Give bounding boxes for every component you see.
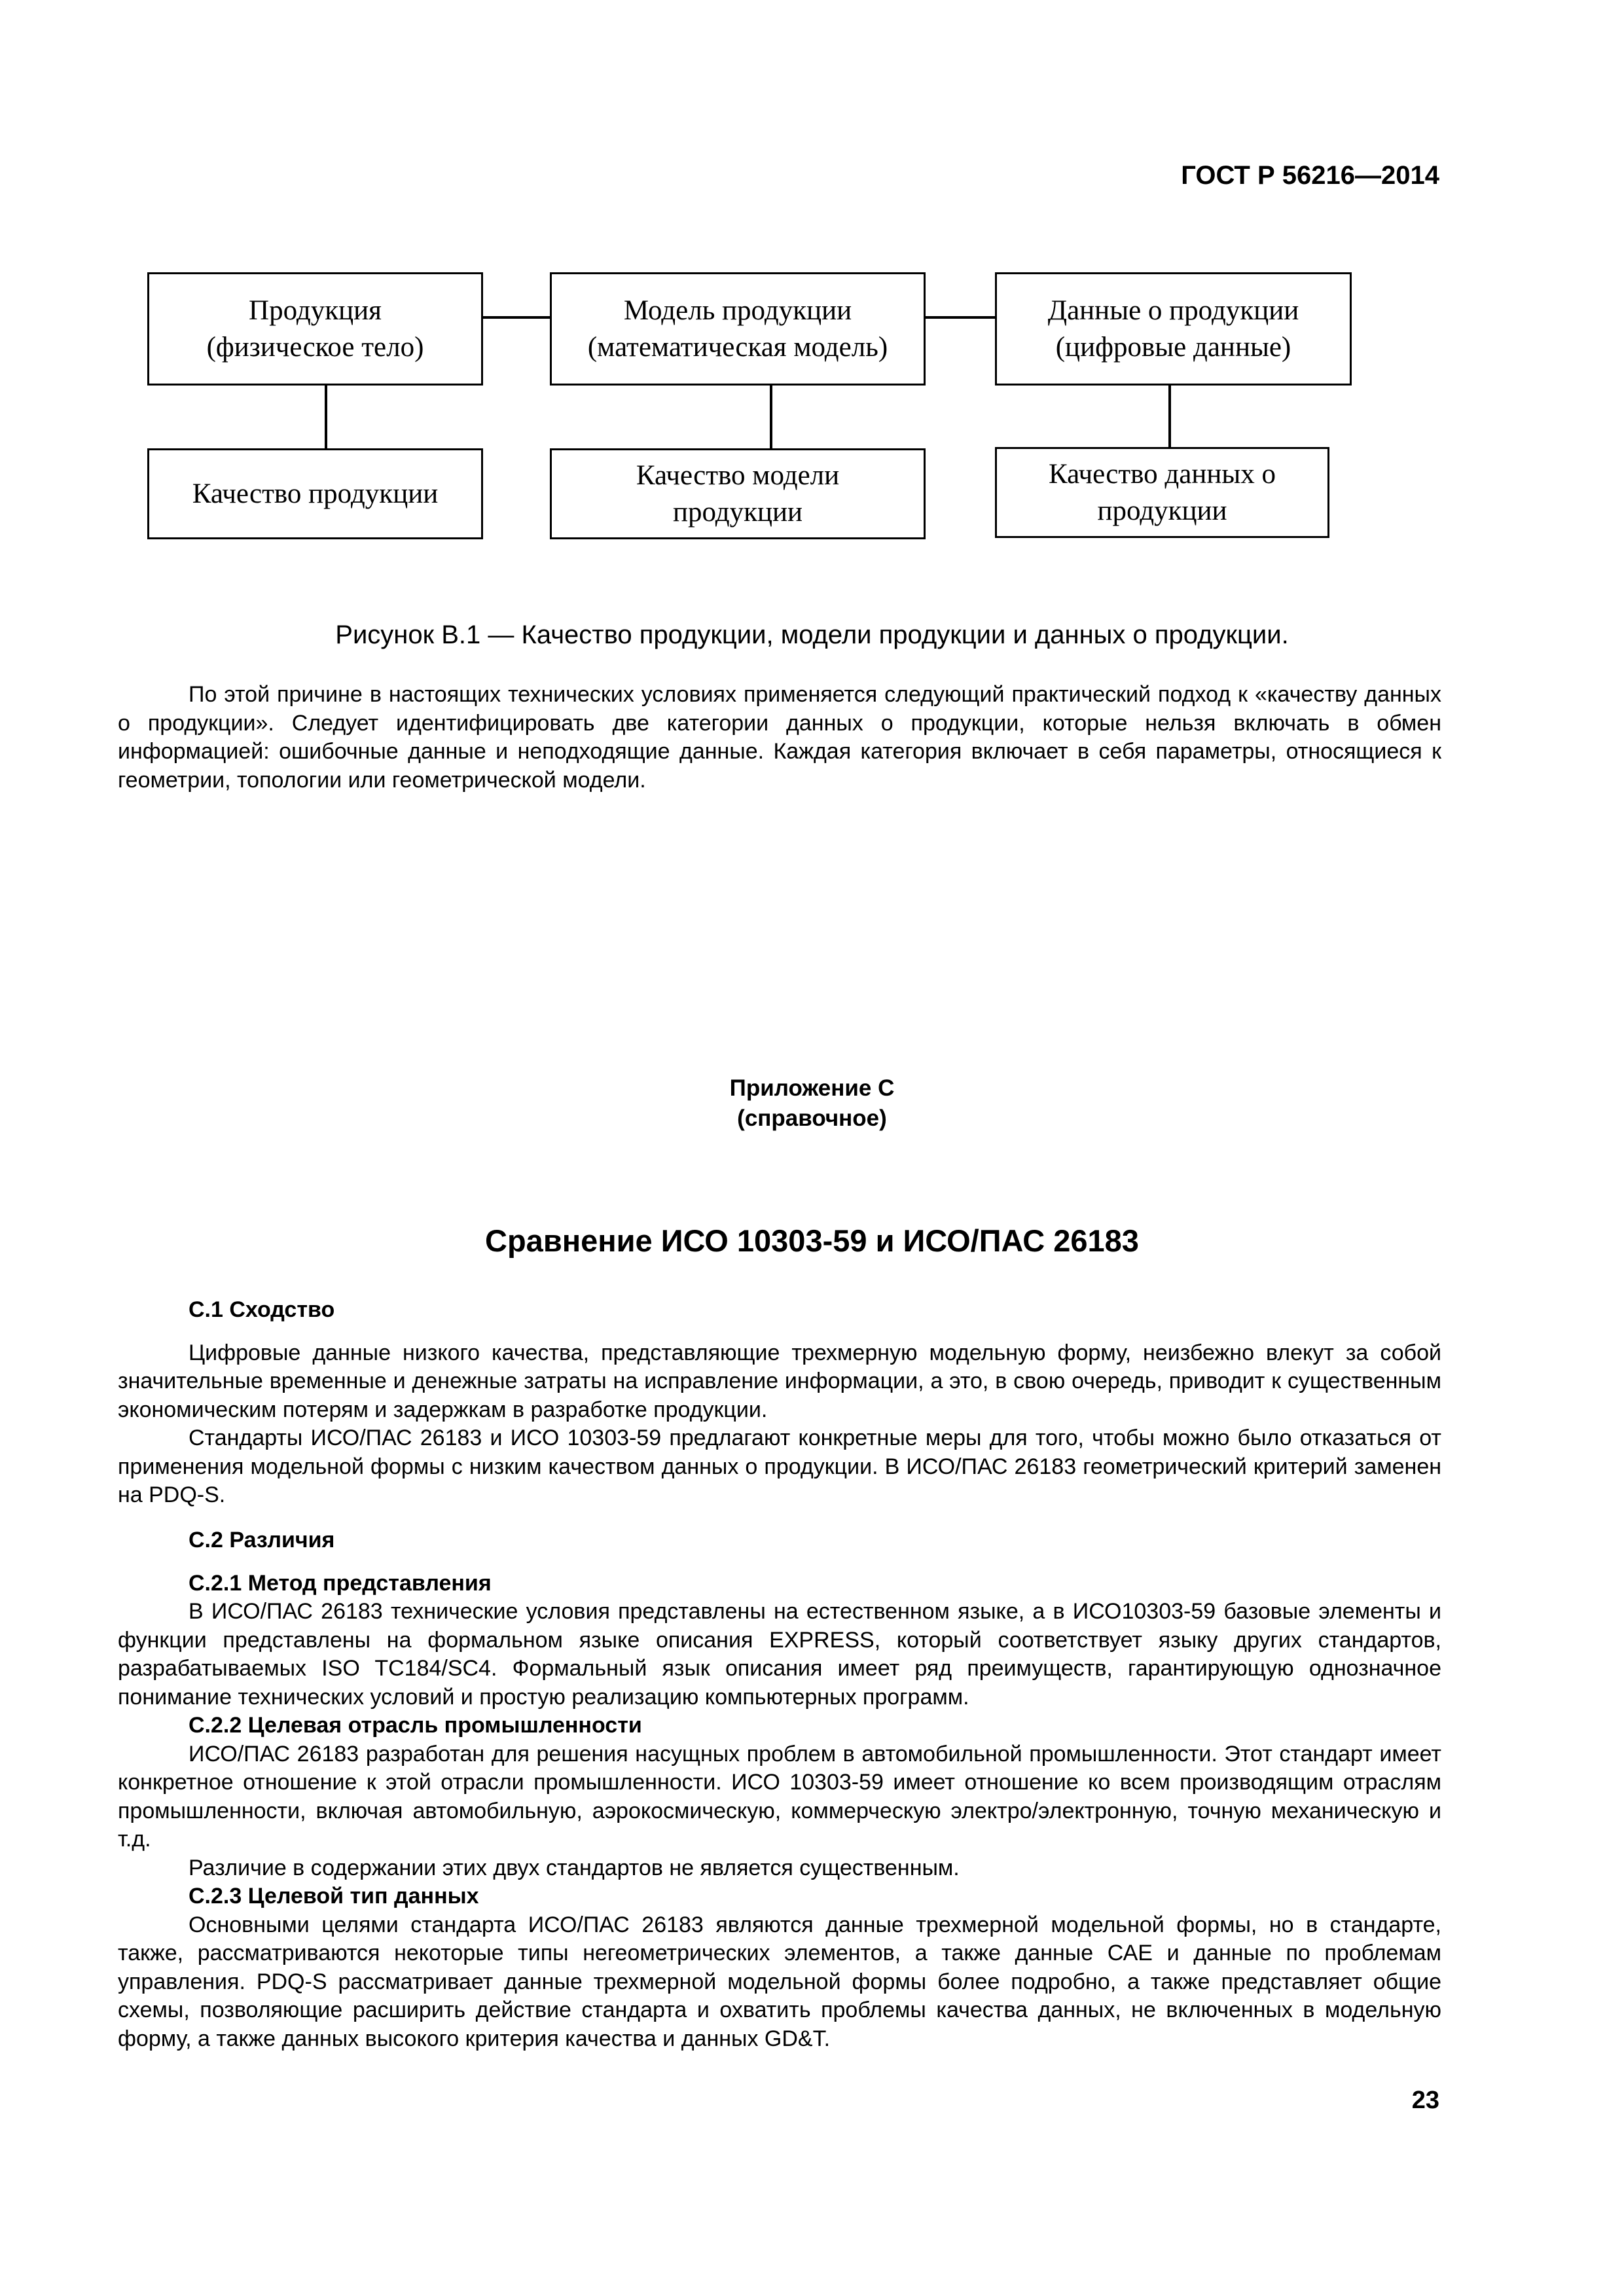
paragraph-c1-2: Стандарты ИСО/ПАС 26183 и ИСО 10303-59 предлагают конкретные меры для того, чтобы можно было отказаться от применения модельной формы с низким качеством данных о продукции. В ИСО/ПАС 26183 геометрический критерий заменен на PDQ-S. — [118, 1426, 1441, 1507]
heading-c1: С.1 Сходство — [189, 1297, 335, 1322]
box-product-quality — [147, 448, 483, 539]
appendix-title: Сравнение ИСО 10303-59 и ИСО/ПАС 26183 — [485, 1223, 1139, 1258]
box-model-quality-line1: Качество модели — [636, 459, 840, 491]
heading-c22: С.2.2 Целевая отрасль промышленности — [189, 1713, 642, 1738]
appendix-heading — [0, 1073, 1624, 1134]
connector-top-left — [483, 316, 550, 319]
intro-block — [118, 681, 1441, 795]
paragraph-c22-2: Различие в содержании этих двух стандартов не является существенным. — [189, 1855, 960, 1880]
box-product-data-line1: Данные о продукции — [1047, 295, 1299, 326]
quality-diagram — [0, 0, 1624, 589]
appendix-label: Приложение С — [729, 1075, 895, 1101]
box-data-quality — [995, 447, 1329, 538]
section-c1 — [118, 1296, 1441, 1510]
intro-paragraph: По этой причине в настоящих технических условиях применяется следующий практический подход к «качеству данных о продукции». Следует идентифицировать две категории данных о продукции, которые нельзя включать в обмен информацией: ошибочные данные и неподходящие данные. Каждая категория включает в себя параметры, относящиеся к геометрии, топологии или геометрической модели. — [118, 682, 1441, 793]
box-product-data — [995, 272, 1352, 386]
heading-c23: С.2.3 Целевой тип данных — [189, 1884, 479, 1909]
paragraph-c22-1: ИСО/ПАС 26183 разработан для решения насущных проблем в автомобильной промышленности. Этот стандарт имеет конкретное отношение к этой отрасли промышленности. ИСО 10303-59 имеет отношение ко всем производящим отраслям промышленности, включая автомобильную, аэрокосмическую, коммерческую электро/электронную, точную механическую и т.д. — [118, 1741, 1441, 1852]
paragraph-c1-1: Цифровые данные низкого качества, представляющие трехмерную модельную форму, неизбежно влекут за собой значительные временные и денежные затраты на исправление информации, а это, в свою очередь, приводит к существенным экономическим потерям и задержкам в разработке продукции. — [118, 1340, 1441, 1422]
box-product-quality-line1: Качество продукции — [192, 478, 439, 509]
connector-vertical-3 — [1168, 386, 1171, 447]
heading-c21: С.2.1 Метод представления — [189, 1570, 492, 1596]
connector-vertical-2 — [770, 386, 772, 448]
box-product-data-line2: (цифровые данные) — [1055, 331, 1291, 363]
box-product-model-line2: (математическая модель) — [587, 331, 888, 363]
box-product-line2: (физическое тело) — [206, 331, 424, 363]
box-model-quality — [550, 448, 926, 539]
paragraph-c21-1: В ИСО/ПАС 26183 технические условия представлены на естественном языке, а в ИСО10303-59 базовые элементы и функции представлены на формальном языке описания EXPRESS, который соответствует языку других стандартов, разрабатываемых ISO TC184/SC4. Формальный язык описания имеет ряд преимуществ, гарантирующую однозначное понимание технических условий и простую реализацию компьютерных программ. — [118, 1599, 1441, 1710]
page-number: 23 — [1411, 2087, 1439, 2114]
box-product — [147, 272, 483, 386]
box-data-quality-line1: Качество данных о — [1048, 458, 1276, 490]
section-c2 — [118, 1526, 1441, 2053]
document-header: ГОСТ Р 56216—2014 — [1181, 161, 1439, 190]
connector-vertical-1 — [325, 386, 327, 448]
heading-c2: С.2 Различия — [189, 1528, 335, 1552]
connector-top-right — [926, 316, 995, 319]
box-product-model — [550, 272, 926, 386]
box-data-quality-line2: продукции — [1097, 495, 1227, 526]
appendix-kind: (справочное) — [737, 1105, 887, 1131]
box-product-line1: Продукция — [249, 295, 382, 326]
box-product-model-line1: Модель продукции — [623, 295, 852, 326]
box-model-quality-line2: продукции — [672, 496, 803, 528]
paragraph-c23-1: Основными целями стандарта ИСО/ПАС 26183 являются данные трехмерной модельной формы, но в стандарте, также, рассматриваются некоторые типы негеометрических элементов, а также данные САЕ и данные по проблемам управления. PDQ-S рассматривает данные трехмерной модельной формы более подробно, а также представляет общие схемы, позволяющие расширить действие стандарта и охватить проблемы качества данных, не включенных в модельную форму, а также данных высокого критерия качества и данных GD&T. — [118, 1912, 1441, 2051]
figure-caption: Рисунок В.1 — Качество продукции, модели продукции и данных о продукции. — [335, 620, 1289, 649]
